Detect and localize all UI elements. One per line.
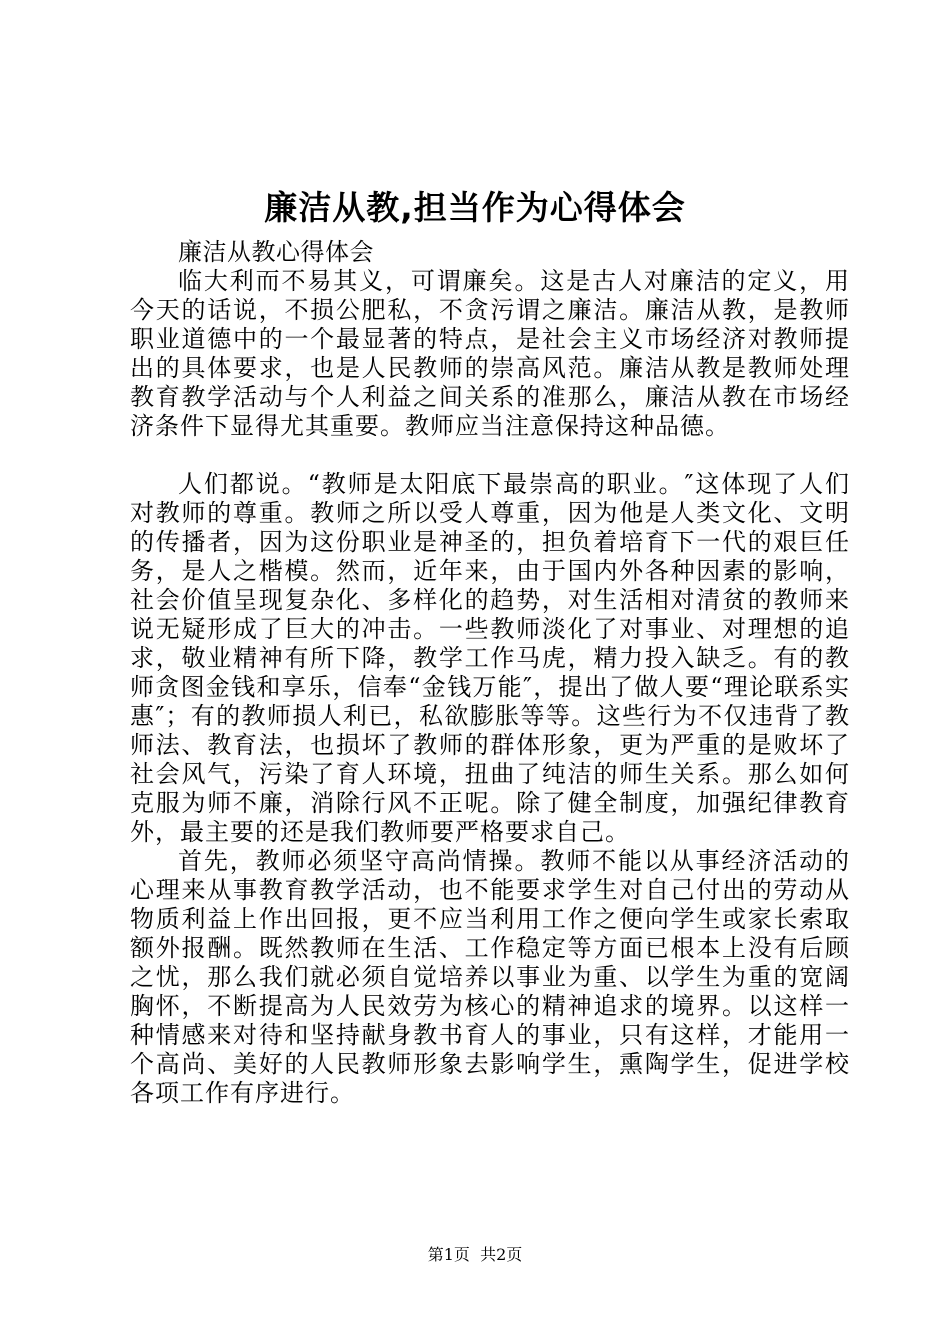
page-footer: [0, 1244, 950, 1266]
document-body: [130, 238, 850, 1108]
paragraph-2: 人们都说。“教师是太阳底下最崇高的职业。″这体现了人们对教师的尊重。教师之所以受人尊重，因为他是人类文化、文明的传播者，因为这份职业是神圣的，担负着培育下一代的艰巨任务，是人之楷模。然而，近年来，由于国内外各种因素的影响，社会价值呈现复杂化、多样化的趋势，对生活相对清贫的教师来说无疑形成了巨大的冲击。一些教师淡化了对事业、对理想的追求，敬业精神有所下降，教学工作马虎，精力投入缺乏。有的教师贪图金钱和享乐，信奉“金钱万能″，提出了做人要“理论联系实惠″；有的教师损人利已，私欲膨胀等等。这些行为不仅违背了教师法、教育法，也损坏了教师的群体形象，更为严重的是败坏了社会风气，污染了育人环境，扭曲了纯洁的师生关系。那么如何克服为师不廉，消除行风不正呢。除了健全制度，加强纪律教育外，最主要的还是我们教师要严格要求自己。: [130, 470, 850, 846]
paragraph-1: 临大利而不易其义，可谓廉矣。这是古人对廉洁的定义，用今天的话说，不损公肥私，不贪污谓之廉洁。廉洁从教，是教师职业道德中的一个最显著的特点，是社会主义市场经济对教师提出的具体要求，也是人民教师的崇高风范。廉洁从教是教师处理教育教学活动与个人利益之间关系的准那么，廉洁从教在市场经济条件下显得尤其重要。教师应当注意保持这种品德。: [130, 267, 850, 440]
paragraph-subtitle: 廉洁从教心得体会: [178, 238, 374, 266]
document-title: 廉洁从教,担当作为心得体会: [264, 188, 686, 227]
page-number-total: 共2页: [480, 1245, 523, 1264]
paragraph-gap: [130, 441, 850, 470]
page-number-current: 第1页: [427, 1245, 470, 1264]
paragraph-3: 首先，教师必须坚守高尚情操。教师不能以从事经济活动的心理来从事教育教学活动，也不能要求学生对自己付出的劳动从物质利益上作出回报，更不应当利用工作之便向学生或家长索取额外报酬。既然教师在生活、工作稳定等方面已根本上没有后顾之忧，那么我们就必须自觉培养以事业为重、以学生为重的宽阔胸怀，不断提高为人民效劳为核心的精神追求的境界。以这样一种情感来对待和坚持献身教书育人的事业，只有这样，才能用一个高尚、美好的人民教师形象去影响学生，熏陶学生，促进学校各项工作有序进行。: [130, 847, 850, 1107]
